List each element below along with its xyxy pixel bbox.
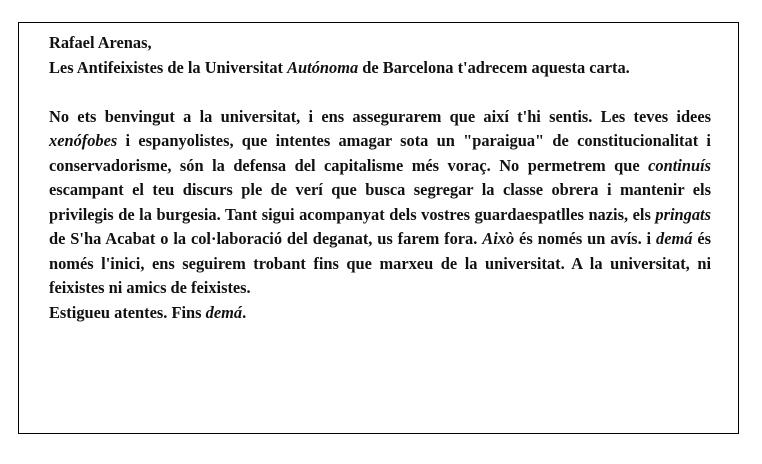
intro-paragraph [49,56,711,81]
paragraph-spacer [49,80,711,105]
closing-text-1: Estigueu atentes. Fins [49,302,206,322]
body-text-3: escampant el teu discurs ple de verí que busca segregar la classe obrera i mantenir els privilegis de la burgesia. Tant sigui acompanyat dels vostres guardaespatlles nazis, els [49,180,711,224]
body-text-5: és només un avís. i [514,229,657,248]
intro-text-1: Les Antifeixistes de la Universitat [49,57,288,77]
intro-emphasis: Autónoma [287,57,359,77]
salutation-text: Rafael Arenas, [49,33,152,52]
intro-text-2: de Barcelona t'adrecem aquesta carta. [358,57,630,77]
body-emphasis-5: demá [656,229,693,248]
letter-frame [18,22,739,434]
closing-emphasis: demá [205,302,243,322]
body-text-6: és només l'inici, ens seguirem trobant fins que marxeu de la universitat. A la universitat, ni feixistes ni amics de feixistes. [49,229,711,297]
body-emphasis-1: xenófobes [49,131,118,150]
body-emphasis-3: pringats [655,204,711,224]
closing-line [49,301,711,326]
body-emphasis-4: Això [482,229,515,248]
closing-text-2: . [242,302,247,322]
body-text-2: i espanyolistes, que intentes amagar sota un "paraigua" de constitucionalitat i conservadorisme, són la defensa del capitalisme més voraç. No permetrem que [49,131,711,175]
body-emphasis-2: continuís [648,155,711,175]
salutation [49,31,711,56]
letter-content [49,31,711,325]
body-text-4: de S'ha Acabat o la col·laboració del deganat, us farem fora. [49,229,483,248]
body-text-1: No ets benvingut a la universitat, i ens assegurarem que així t'hi sentis. Les teves idees [49,106,711,126]
body-paragraph [49,105,711,301]
